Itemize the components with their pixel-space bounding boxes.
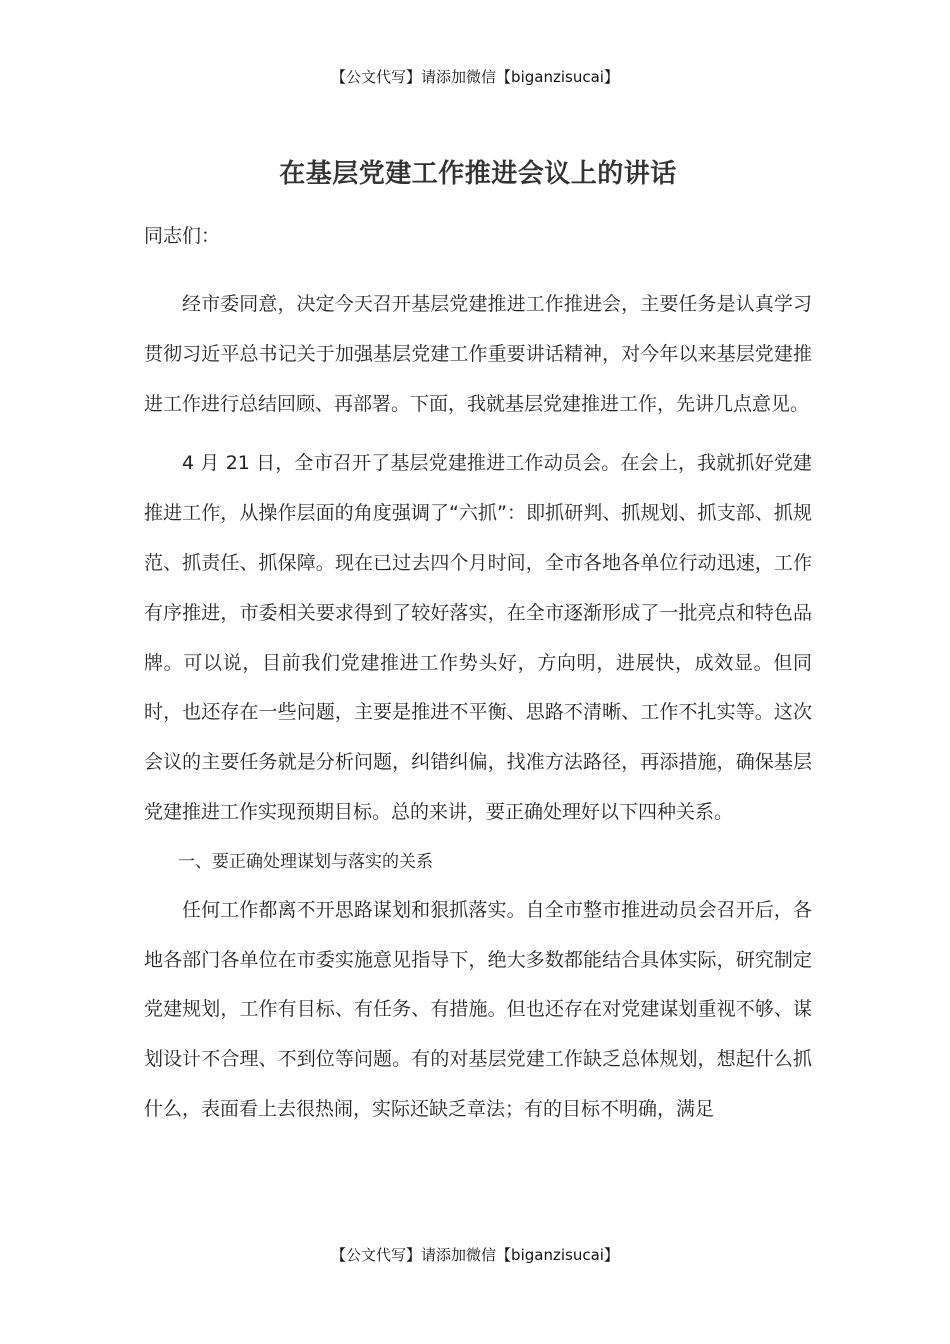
section-heading: 一、要正确处理谋划与落实的关系 — [178, 851, 433, 872]
paragraph-intro: 经市委同意，决定今天召开基层党建推进工作推进会，主要任务是认真学习贯彻习近平总书记关于加强基层党建工作重要讲话精神，对今年以来基层党建推进工作进行总结回顾、再部署。下面，我就基层党建推进工作，先讲几点意见。 — [144, 293, 812, 415]
document-body — [144, 152, 812, 1135]
paragraph-background: 4 月 21 日，全市召开了基层党建推进工作动员会。在会上，我就抓好党建推进工作，从操作层面的角度强调了“六抓”：即抓研判、抓规划、抓支部、抓规范、抓责任、抓保障。现在已过去四个月时间，全市各地各单位行动迅速，工作有序推进，市委相关要求得到了较好落实，在全市逐渐形成了一批亮点和特色品牌。可以说，目前我们党建推进工作势头好，方向明，进展快，成效显。但同时，也还存在一些问题，主要是推进不平衡、思路不清晰、工作不扎实等。这次会议的主要任务就是分析问题，纠错纠偏，找准方法路径，再添措施，确保基层党建推进工作实现预期目标。总的来讲，要正确处理好以下四种关系。 — [144, 452, 812, 823]
page-footer: 【公文代写】请添加微信【biganzisucai】 — [331, 1246, 619, 1264]
document-title: 在基层党建工作推进会议上的讲话 — [279, 159, 677, 189]
page-header: 【公文代写】请添加微信【biganzisucai】 — [331, 68, 619, 86]
salutation: 同志们： — [144, 225, 221, 247]
paragraph-section-one: 任何工作都离不开思路谋划和狠抓落实。自全市整市推进动员会召开后，各地各部门各单位在市委实施意见指导下，绝大多数都能结合具体实际，研究制定党建规划，工作有目标、有任务、有措施。但也还存在对党建谋划重视不够、谋划设计不合理、不到位等问题。有的对基层党建工作缺乏总体规划，想起什么抓什么，表面看上去很热闹，实际还缺乏章法；有的目标不明确，满足 — [144, 898, 812, 1120]
